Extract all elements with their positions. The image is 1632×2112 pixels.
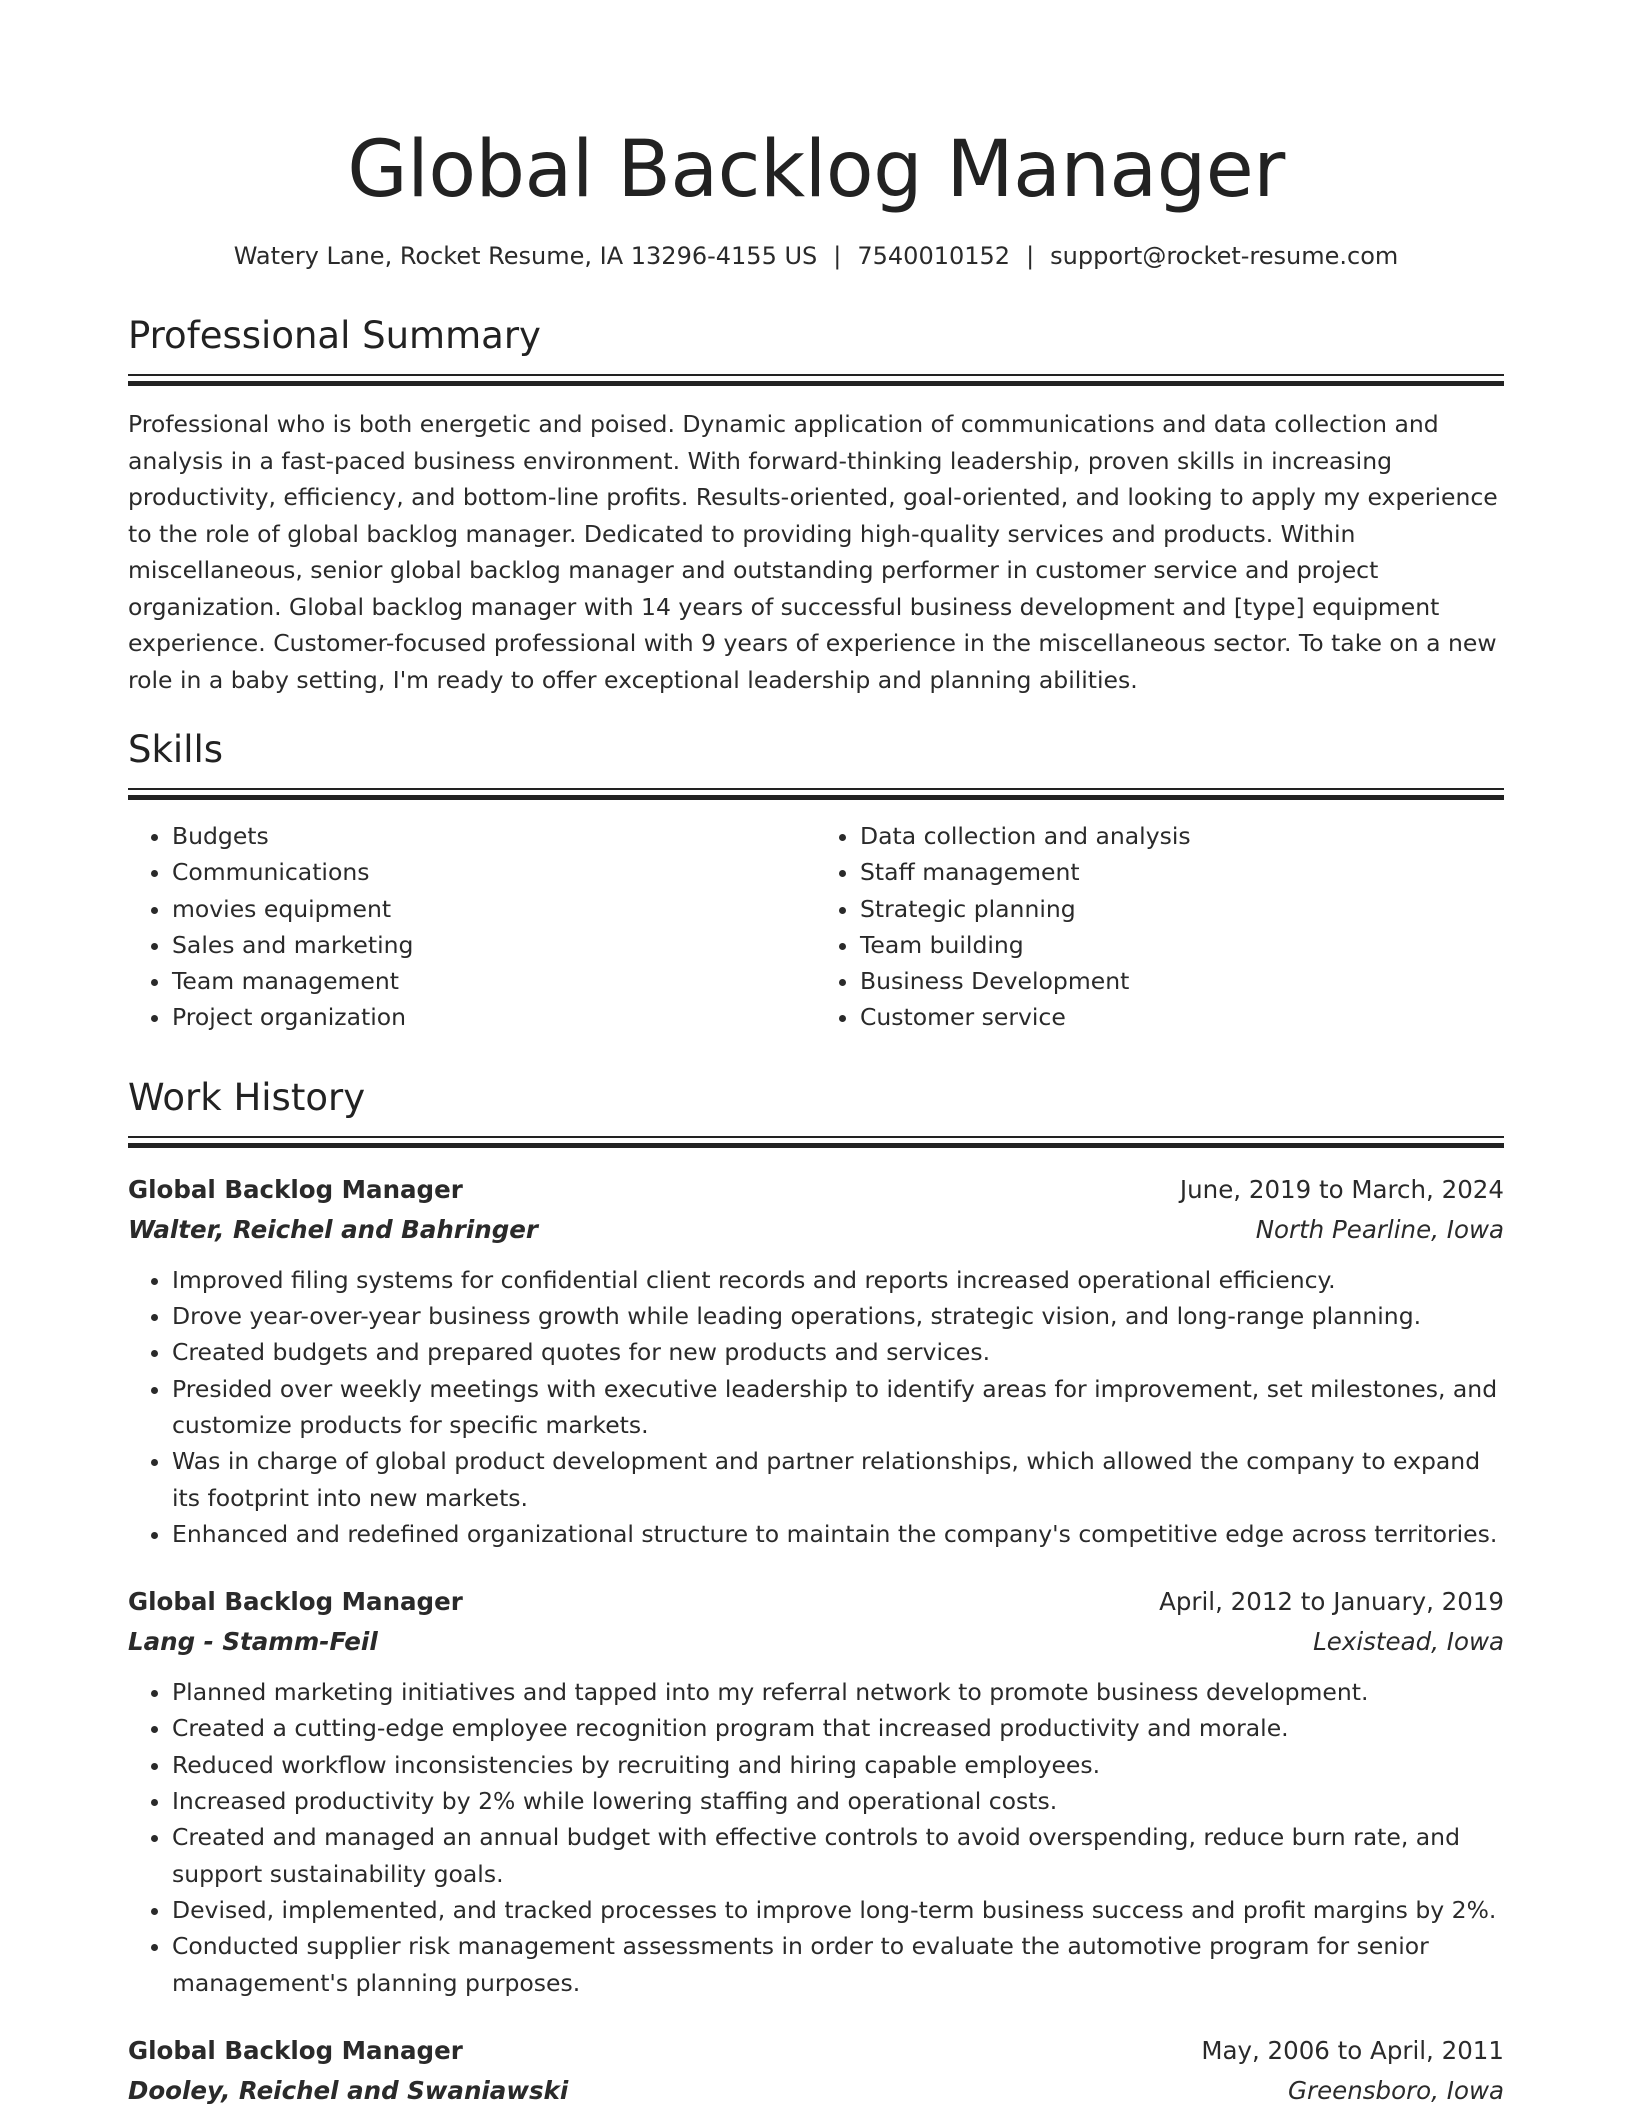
job-location: Lexistead, Iowa	[1313, 1627, 1504, 1657]
skill-item: • Data collection and analysis	[860, 818, 1504, 854]
resume-page	[128, 0, 1504, 2111]
skill-item: • Strategic planning	[860, 891, 1504, 927]
job-company: Walter, Reichel and Bahringer	[128, 1214, 538, 1244]
skills-heading: Skills	[128, 728, 224, 771]
skill-item: • Business Development	[860, 963, 1504, 999]
contact-email: support@rocket-resume.com	[1050, 242, 1399, 270]
job-title: Global Backlog Manager	[128, 1587, 463, 1617]
job-title: Global Backlog Manager	[128, 2035, 463, 2065]
summary-text: Professional who is both energetic and poised. Dynamic application of communications and data collection and analysis in a fast-paced business environment. With forward-thinking leadership, proven skills in increasing productivity, efficiency, and bottom-line profits. Results-oriented, goal-oriented, and looking to apply my experience to the role of global backlog manager. Dedicated to providing high-quality services and products. Within miscellaneous, senior global backlog manager and outstanding performer in customer service and project organization. Global backlog manager with 14 years of successful business development and [type] equipment experience. Customer-focused professional with 9 years of experience in the miscellaneous sector. To take on a new role in a baby setting, I'm ready to offer exceptional leadership and planning abilities.	[128, 410, 1498, 694]
job-bullet: • Was in charge of global product development and partner relationships, which allowed the company to expand its footprint into new markets.	[172, 1443, 1504, 1516]
job-bullet: • Created a cutting-edge employee recognition program that increased productivity and morale.	[172, 1710, 1504, 1746]
job-bullet: • Improved filing systems for confidential client records and reports increased operational efficiency.	[172, 1262, 1504, 1298]
section-divider	[128, 374, 1504, 386]
work-history-heading: Work History	[128, 1075, 366, 1119]
job-header-row	[128, 1170, 1504, 1210]
job-entry	[128, 2031, 1504, 2111]
job-dates: May, 2006 to April, 2011	[1201, 2035, 1504, 2065]
summary-heading: Professional Summary	[128, 314, 541, 357]
job-title: Global Backlog Manager	[128, 1174, 463, 1204]
skill-item: • Team building	[860, 927, 1504, 963]
contact-address: Watery Lane, Rocket Resume, IA 13296-4155 US	[233, 242, 818, 270]
skill-item: • Budgets	[172, 818, 816, 854]
job-bullet: • Devised, implemented, and tracked processes to improve long-term business success and profit margins by 2%.	[172, 1892, 1504, 1928]
contact-line	[128, 238, 1504, 274]
job-bullets	[128, 1674, 1504, 2001]
job-location: North Pearline, Iowa	[1255, 1214, 1504, 1244]
skill-item: • Project organization	[172, 999, 816, 1035]
skill-item: • Staff management	[860, 854, 1504, 890]
skills-column-left	[128, 818, 816, 1036]
skills-list	[128, 818, 1504, 1036]
job-bullet: • Conducted supplier risk management assessments in order to evaluate the automotive program for senior management's planning purposes.	[172, 1928, 1504, 2001]
job-bullet: • Reduced workflow inconsistencies by recruiting and hiring capable employees.	[172, 1747, 1504, 1783]
job-bullet: • Enhanced and redefined organizational structure to maintain the company's competitive edge across territories.	[172, 1516, 1504, 1552]
contact-phone: 7540010152	[857, 242, 1011, 270]
job-bullet: • Increased productivity by 2% while lowering staffing and operational costs.	[172, 1783, 1504, 1819]
job-dates: April, 2012 to January, 2019	[1159, 1587, 1504, 1617]
contact-separator: |	[833, 242, 842, 270]
job-header-row	[128, 2031, 1504, 2071]
skill-item: • Customer service	[860, 999, 1504, 1035]
contact-separator: |	[1026, 242, 1035, 270]
section-divider	[128, 1136, 1504, 1148]
skill-item: • Communications	[172, 854, 816, 890]
job-bullets	[128, 1262, 1504, 1552]
job-company: Lang - Stamm-Feil	[128, 1627, 378, 1657]
job-bullet: • Planned marketing initiatives and tapped into my referral network to promote business development.	[172, 1674, 1504, 1710]
section-divider	[128, 788, 1504, 800]
skill-item: • movies equipment	[172, 891, 816, 927]
job-bullet: • Drove year-over-year business growth while leading operations, strategic vision, and long-range planning.	[172, 1298, 1504, 1334]
job-bullet: • Created budgets and prepared quotes for new products and services.	[172, 1334, 1504, 1370]
job-company-row	[128, 1622, 1504, 1662]
job-company-row	[128, 1210, 1504, 1250]
job-company: Dooley, Reichel and Swaniawski	[128, 2075, 569, 2105]
job-bullet: • Created and managed an annual budget with effective controls to avoid overspending, reduce burn rate, and support sustainability goals.	[172, 1819, 1504, 1892]
job-company-row	[128, 2071, 1504, 2111]
job-dates: June, 2019 to March, 2024	[1179, 1174, 1504, 1204]
job-bullet: • Presided over weekly meetings with executive leadership to identify areas for improvement, set milestones, and customize products for specific markets.	[172, 1371, 1504, 1444]
skill-item: • Team management	[172, 963, 816, 999]
job-entry	[128, 1170, 1504, 1552]
job-location: Greensboro, Iowa	[1288, 2075, 1504, 2105]
resume-name: Global Backlog Manager	[347, 125, 1285, 215]
skill-item: • Sales and marketing	[172, 927, 816, 963]
job-entry	[128, 1582, 1504, 2001]
skills-column-right	[816, 818, 1504, 1036]
job-header-row	[128, 1582, 1504, 1622]
